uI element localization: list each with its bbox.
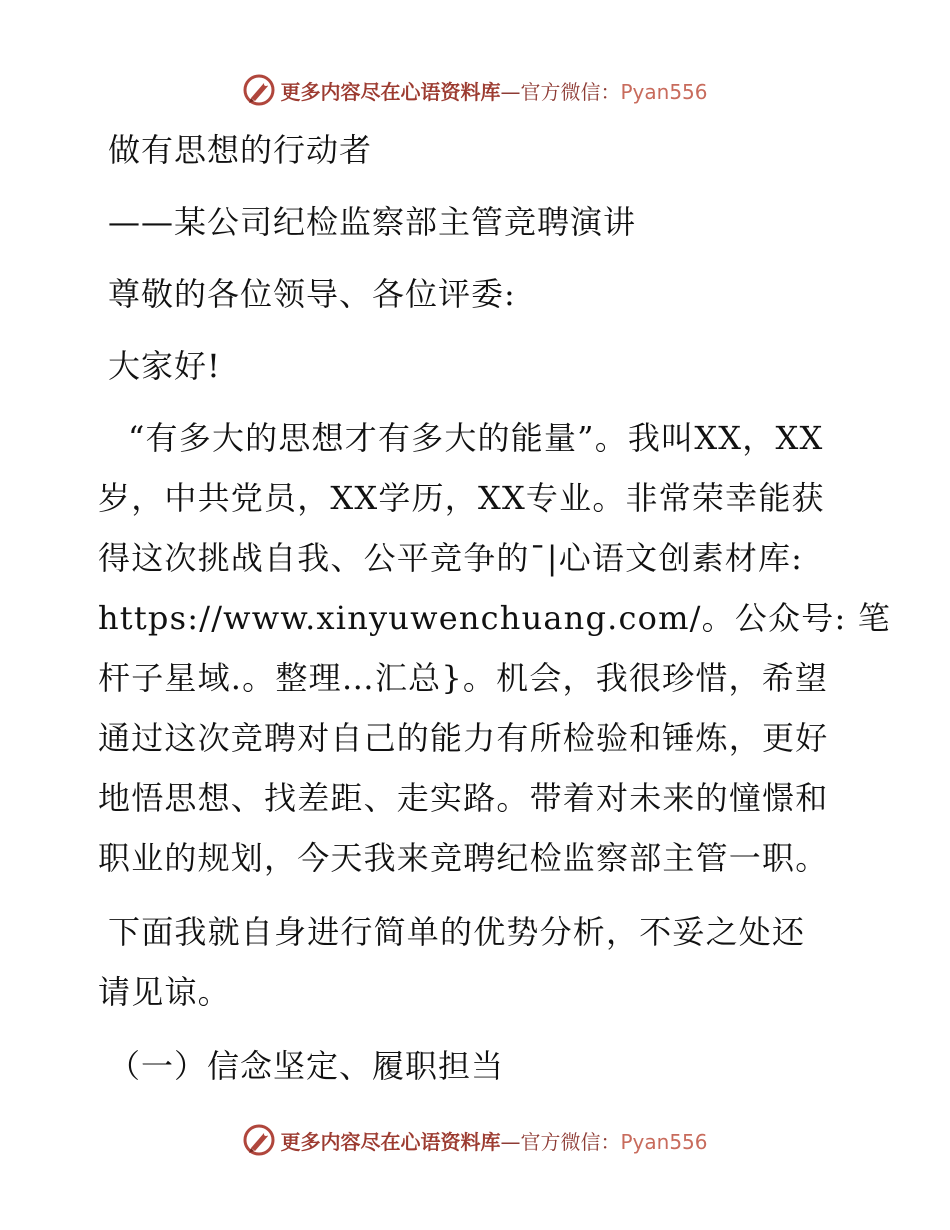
paragraph-1 bbox=[98, 408, 891, 888]
pen-logo-icon bbox=[242, 1123, 276, 1157]
paragraph-1-line: https://www.xinyuwenchuang.com/。公众号: 笔 bbox=[98, 599, 891, 637]
footer-banner bbox=[0, 1120, 950, 1160]
section-1-heading: （一）信念坚定、履职担当 bbox=[108, 1047, 505, 1085]
pen-logo-icon bbox=[242, 73, 276, 107]
paragraph-2 bbox=[98, 902, 858, 1022]
paragraph-2-line: 下面我就自身进行简单的优势分析，不妥之处还 bbox=[108, 913, 806, 951]
document-subtitle: ——某公司纪检监察部主管竞聘演讲 bbox=[108, 203, 637, 241]
header-text bbox=[280, 76, 707, 105]
paragraph-1-line: 地悟思想、找差距、走实路。带着对未来的憧憬和 bbox=[98, 779, 829, 817]
paragraph-1-line: 得这次挑战自我、公平竞争的¯|心语文创素材库: bbox=[98, 539, 804, 577]
paragraph-1-line: 通过这次竞聘对自己的能力有所检验和锤炼，更好 bbox=[98, 719, 829, 757]
paragraph-1-line: 岁，中共党员，XX学历，XX专业。非常荣幸能获 bbox=[98, 479, 825, 517]
footer-dash: — bbox=[500, 1129, 521, 1154]
header-banner bbox=[0, 70, 950, 110]
greeting: 大家好! bbox=[108, 347, 221, 385]
footer-lead-text: 更多内容尽在心语资料库 bbox=[280, 1129, 501, 1154]
footer-wechat-id: Pyan556 bbox=[620, 1129, 708, 1154]
header-wechat-id: Pyan556 bbox=[620, 79, 708, 104]
salutation: 尊敬的各位领导、各位评委: bbox=[108, 275, 516, 313]
document-body bbox=[98, 120, 891, 1096]
paragraph-1-line: 杆子星域.。整理…汇总}。机会，我很珍惜，希望 bbox=[98, 659, 829, 697]
header-wechat-label: 官方微信： bbox=[520, 79, 621, 104]
paragraph-1-line: “有多大的思想才有多大的能量”。我叫XX，XX bbox=[128, 419, 824, 457]
paragraph-2-line: 请见谅。 bbox=[98, 973, 231, 1011]
footer-text bbox=[280, 1126, 707, 1155]
header-dash: — bbox=[500, 79, 521, 104]
paragraph-1-line: 职业的规划，今天我来竞聘纪检监察部主管一职。 bbox=[98, 839, 829, 877]
header-lead-text: 更多内容尽在心语资料库 bbox=[280, 79, 501, 104]
document-title: 做有思想的行动者 bbox=[108, 131, 373, 169]
footer-wechat-label: 官方微信： bbox=[520, 1129, 621, 1154]
